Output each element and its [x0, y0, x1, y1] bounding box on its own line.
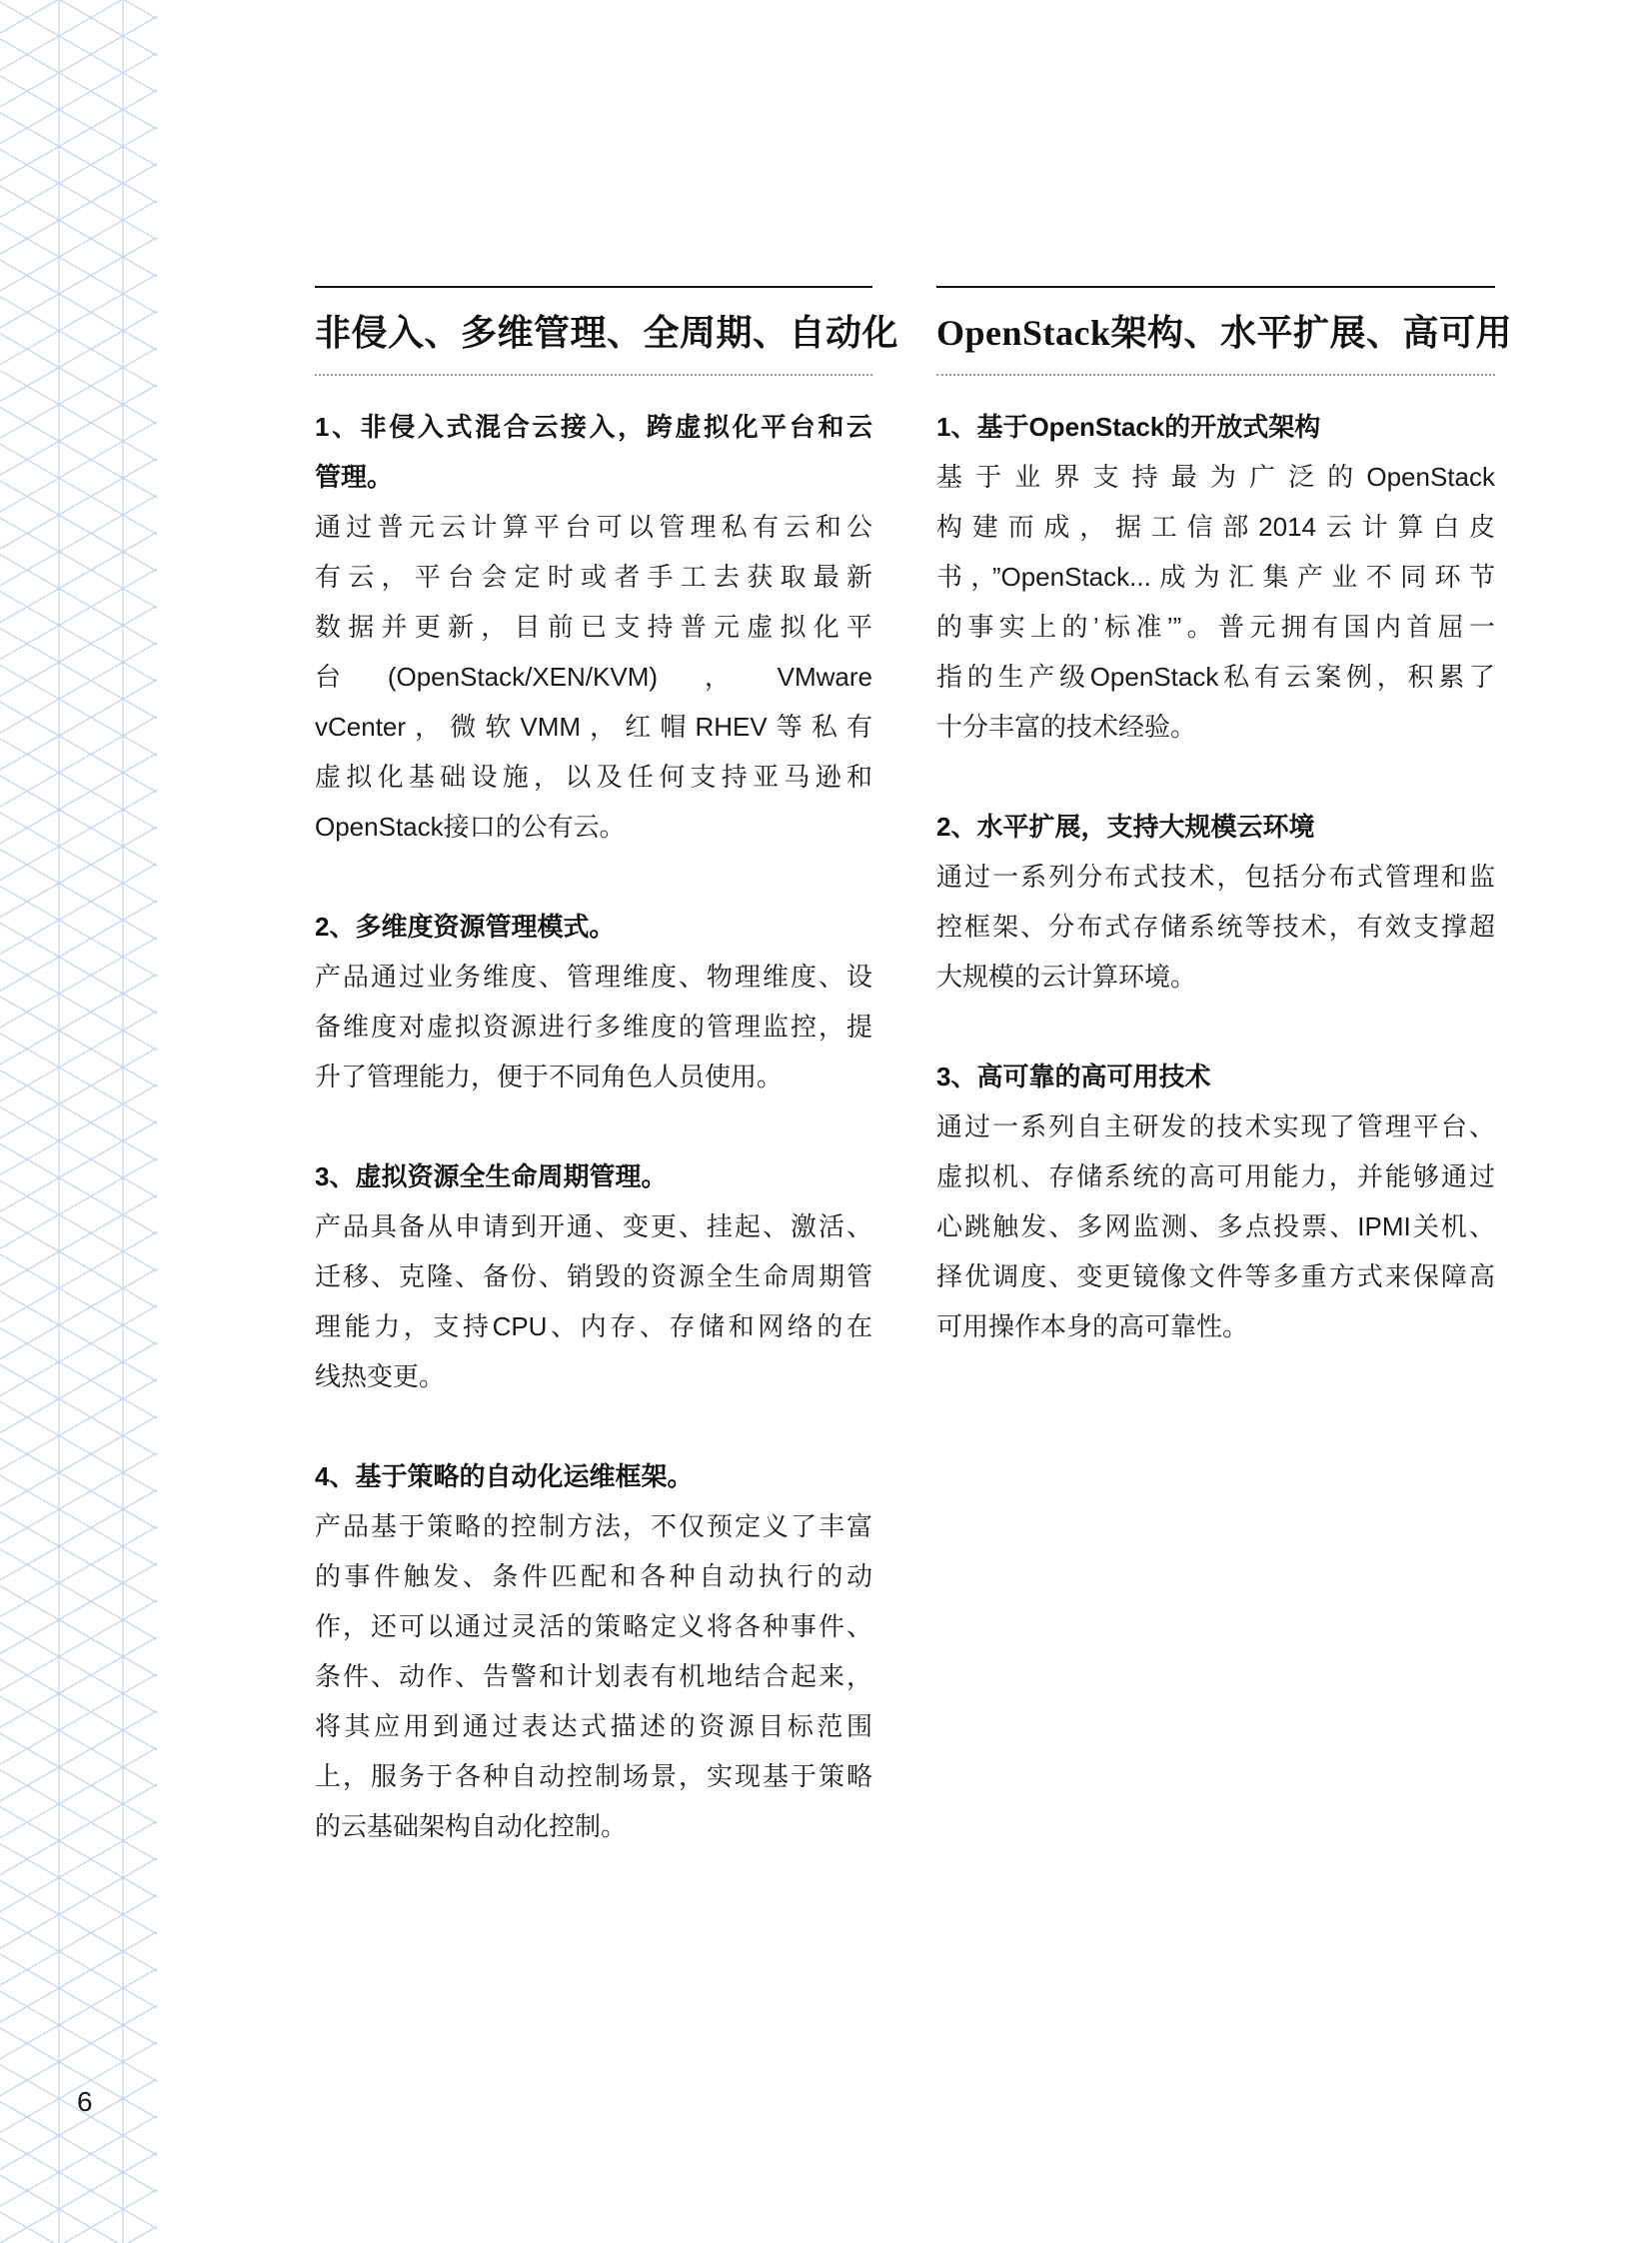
left-column: [315, 286, 899, 1851]
body-line: vCenter，微软VMM，红帽RHEV等私有: [315, 712, 872, 742]
feature-item: [936, 802, 1495, 1002]
dotted-divider: [936, 374, 1495, 376]
body-line: 通过一系列分布式技术，包括分布式管理和监: [936, 862, 1495, 892]
heading-line: 1、非侵入式混合云接入，跨虚拟化平台和云: [315, 412, 872, 442]
body-line: 指的生产级OpenStack私有云案例，积累了: [936, 662, 1495, 692]
body-line: 条件、动作、告警和计划表有机地结合起来，: [315, 1661, 872, 1691]
body-line: 备维度对虚拟资源进行多维度的管理监控，提: [315, 1012, 872, 1042]
feature-heading: [315, 1151, 872, 1201]
body-line: OpenStack接口的公有云。: [315, 812, 626, 842]
body-line: 心跳触发、多网监测、多点投票、IPMI关机、: [936, 1211, 1495, 1241]
heading-line: 管理。: [315, 462, 394, 492]
body-line: 通过普元云计算平台可以管理私有云和公: [315, 512, 872, 542]
body-line: 升了管理能力，便于不同角色人员使用。: [315, 1062, 784, 1092]
heading-line: 4、基于策略的自动化运维框架。: [315, 1461, 694, 1491]
feature-item: [936, 1052, 1495, 1351]
heading-line: 3、高可靠的高可用技术: [936, 1062, 1211, 1092]
body-line: 通过一系列自主研发的技术实现了管理平台、: [936, 1112, 1495, 1141]
body-line: 产品通过业务维度、管理维度、物理维度、设: [315, 962, 872, 992]
body-line: 控框架、分布式存储系统等技术，有效支撑超: [936, 912, 1495, 942]
body-line: 台(OpenStack/XEN/KVM)，VMware: [315, 662, 872, 692]
body-line: 的云基础架构自动化控制。: [315, 1811, 628, 1841]
body-line: 的事件触发、条件匹配和各种自动执行的动: [315, 1561, 872, 1591]
heading-line: 3、虚拟资源全生命周期管理。: [315, 1161, 668, 1191]
feature-heading: [936, 402, 1495, 452]
feature-item: [315, 902, 872, 1102]
heading-line: 2、水平扩展，支持大规模云环境: [936, 812, 1315, 842]
top-rule: [936, 286, 1495, 288]
body-line: 迁移、克隆、备份、销毁的资源全生命周期管: [315, 1261, 872, 1291]
right-column: [936, 286, 1513, 1351]
feature-item: [315, 1451, 872, 1851]
feature-item: [936, 402, 1495, 752]
top-rule: [315, 286, 872, 288]
body-line: 大规模的云计算环境。: [936, 962, 1197, 992]
feature-description: [315, 952, 872, 1102]
feature-heading: [936, 802, 1495, 852]
body-line: 可用操作本身的高可靠性。: [936, 1311, 1249, 1341]
feature-item: [315, 402, 872, 852]
feature-list: [936, 402, 1495, 1351]
body-line: 产品基于策略的控制方法，不仅预定义了丰富: [315, 1511, 872, 1541]
section-title: OpenStack架构、水平扩展、高可用: [936, 313, 1513, 353]
decorative-triangle-pattern: [0, 0, 157, 2243]
body-line: 理能力，支持CPU、内存、存储和网络的在: [315, 1311, 872, 1341]
feature-item: [315, 1151, 872, 1401]
body-line: 作，还可以通过灵活的策略定义将各种事件、: [315, 1611, 872, 1641]
feature-description: [315, 1501, 872, 1851]
heading-line: 2、多维度资源管理模式。: [315, 912, 616, 942]
body-line: 虚拟化基础设施，以及任何支持亚马逊和: [315, 762, 872, 792]
feature-heading: [315, 402, 872, 502]
section-title: 非侵入、多维管理、全周期、自动化: [315, 313, 899, 353]
body-line: 书，”OpenStack...成为汇集产业不同环节: [936, 562, 1495, 592]
body-line: 上，服务于各种自动控制场景，实现基于策略: [315, 1761, 872, 1791]
feature-description: [936, 852, 1495, 1002]
body-line: 虚拟机、存储系统的高可用能力，并能够通过: [936, 1161, 1495, 1191]
body-line: 基于业界支持最为广泛的OpenStack: [936, 462, 1495, 492]
body-line: 有云，平台会定时或者手工去获取最新: [315, 562, 872, 592]
feature-heading: [315, 1451, 872, 1501]
heading-line: 1、基于OpenStack的开放式架构: [936, 412, 1321, 442]
body-line: 线热变更。: [315, 1361, 446, 1391]
body-line: 的事实上的’标准’”。普元拥有国内首屈一: [936, 612, 1495, 642]
feature-description: [315, 1201, 872, 1401]
body-line: 择优调度、变更镜像文件等多重方式来保障高: [936, 1261, 1495, 1291]
dotted-divider: [315, 374, 872, 376]
body-line: 将其应用到通过表达式描述的资源目标范围: [315, 1711, 872, 1741]
page-number: 6: [77, 2086, 93, 2117]
feature-heading: [315, 902, 872, 952]
body-line: 构建而成，据工信部2014云计算白皮: [936, 512, 1495, 542]
feature-description: [315, 502, 872, 852]
feature-heading: [936, 1052, 1495, 1102]
feature-list: [315, 402, 872, 1851]
body-line: 产品具备从申请到开通、变更、挂起、激活、: [315, 1211, 872, 1241]
body-line: 数据并更新，目前已支持普元虚拟化平: [315, 612, 872, 642]
feature-description: [936, 452, 1495, 752]
feature-description: [936, 1102, 1495, 1351]
body-line: 十分丰富的技术经验。: [936, 712, 1197, 742]
